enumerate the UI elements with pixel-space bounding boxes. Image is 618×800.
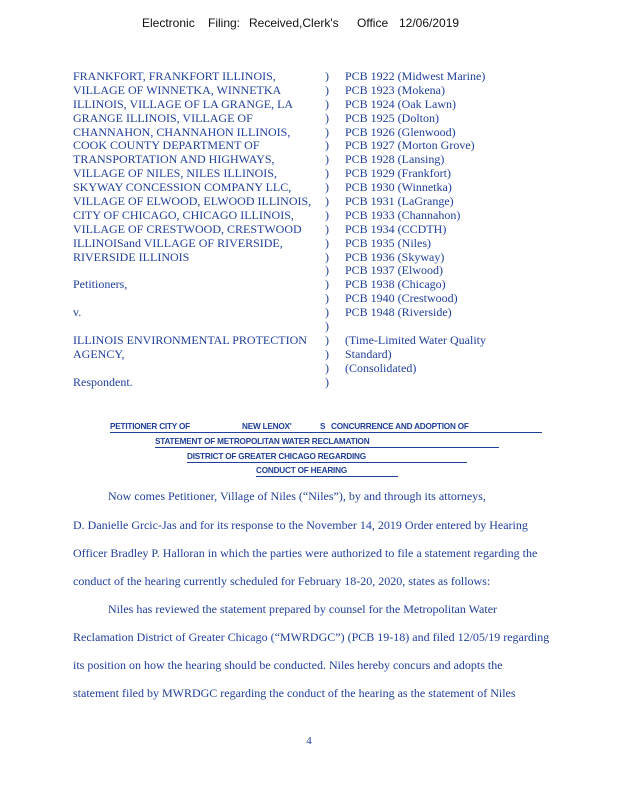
caption-party-text: ILLINOIS ENVIRONMENTAL PROTECTION: [73, 333, 307, 347]
title-underline-4: [256, 476, 398, 477]
caption-row: [73, 126, 543, 140]
title-line4: CONDUCT OF HEARING: [256, 466, 348, 475]
caption-paren: ): [325, 319, 329, 334]
body-line: conduct of the hearing currently scheduled for February 18-20, 2020, states as follows:: [73, 574, 491, 588]
caption-party-text: GRANGE ILLINOIS, VILLAGE OF: [73, 111, 253, 125]
caption-case-number: PCB 1930 (Winnetka): [345, 180, 452, 195]
caption-case-number: PCB 1923 (Mokena): [345, 82, 445, 97]
caption-row: [73, 362, 543, 376]
caption-case-number: PCB 1940 (Crestwood): [345, 291, 458, 306]
title-underline-3: [187, 462, 467, 463]
body-line: Niles has reviewed the statement prepared by counsel for the Metropolitan Water: [108, 602, 498, 616]
caption-row: [73, 278, 543, 292]
caption-case-number: PCB 1929 (Frankfort): [345, 166, 451, 181]
header-date: 12/06/2019: [399, 16, 460, 30]
caption-party-text: ILLINOIS, VILLAGE OF LA GRANGE, LA: [73, 97, 294, 111]
caption-paren: ): [325, 138, 329, 153]
caption-row: [73, 348, 543, 362]
caption-paren: ): [325, 180, 329, 195]
caption-case-number: (Consolidated): [345, 360, 417, 375]
header-filing: Filing:: [208, 16, 241, 30]
caption-case-number: PCB 1936 (Skyway): [345, 249, 445, 264]
caption-paren: ): [325, 332, 329, 347]
caption-case-number: PCB 1933 (Channahon): [345, 207, 461, 222]
caption-row: [73, 112, 543, 126]
caption-paren: ): [325, 96, 329, 111]
caption-case-number: PCB 1935 (Niles): [345, 235, 432, 250]
body-line: Reclamation District of Greater Chicago (“MWRDGC”) (PCB 19-18) and filed 12/05/19 regarding: [73, 630, 550, 644]
caption-paren: ): [325, 207, 329, 222]
title-line1-c: S: [320, 422, 326, 431]
caption-paren: ): [325, 263, 329, 278]
caption-paren: ): [325, 82, 329, 97]
caption-row: [73, 223, 543, 237]
caption-party-text: SKYWAY CONCESSION COMPANY LLC,: [73, 181, 292, 195]
header-electronic: Electronic: [142, 16, 195, 30]
caption-party-text: RIVERSIDE ILLINOIS: [73, 250, 190, 264]
caption-row: [73, 264, 543, 278]
caption-case-number: PCB 1937 (Elwood): [345, 263, 444, 278]
caption-row: [73, 376, 543, 390]
caption-case-number: PCB 1934 (CCDTH): [345, 221, 447, 236]
title-line1-d: CONCURRENCE AND ADOPTION OF: [331, 422, 469, 431]
caption-row: [73, 98, 543, 112]
caption-party-text: CHANNAHON, CHANNAHON ILLINOIS,: [73, 125, 291, 139]
body-line: statement filed by MWRDGC regarding the conduct of the hearing as the statement of Niles: [73, 686, 516, 700]
caption-row: [73, 306, 543, 320]
header-received: Received,Clerk's: [249, 16, 339, 30]
caption-paren: ): [325, 277, 329, 292]
caption-row: [73, 84, 543, 98]
caption-party-text: Petitioners,: [73, 278, 128, 292]
caption-row: [73, 139, 543, 153]
body-line: its position on how the hearing should be conducted. Niles hereby concurs and adopts the: [73, 658, 503, 672]
caption-paren: ): [325, 152, 329, 167]
caption-case-number: PCB 1925 (Dolton): [345, 110, 440, 125]
title-line3: DISTRICT OF GREATER CHICAGO REGARDING: [187, 452, 366, 461]
caption-paren: ): [325, 69, 329, 83]
caption-paren: ): [325, 221, 329, 236]
title-underline-2: [155, 447, 499, 448]
caption-party-text: AGENCY,: [73, 347, 125, 361]
caption-paren: ): [325, 124, 329, 139]
caption-case-number: PCB 1928 (Lansing): [345, 152, 445, 167]
caption-party-text: ILLINOISand VILLAGE OF RIVERSIDE,: [73, 236, 283, 250]
body-line: D. Danielle Grcic-Jas and for its response to the November 14, 2019 Order entered by Hearing: [73, 518, 528, 532]
caption-row: [73, 320, 543, 334]
caption-case-number: PCB 1938 (Chicago): [345, 277, 446, 292]
caption-case-number: PCB 1931 (LaGrange): [345, 194, 454, 209]
caption-row: [73, 167, 543, 181]
caption-row: [73, 237, 543, 251]
caption-case-number: Standard): [345, 346, 392, 361]
caption-case-number: PCB 1927 (Morton Grove): [345, 138, 475, 153]
caption-paren: ): [325, 291, 329, 306]
caption-paren: ): [325, 194, 329, 209]
caption-row: [73, 251, 543, 265]
caption-paren: ): [325, 346, 329, 361]
caption-row: [73, 70, 543, 84]
caption-row: [73, 181, 543, 195]
header-office: Office: [357, 16, 389, 30]
caption-case-number: PCB 1948 (Riverside): [345, 305, 452, 320]
caption-case-number: PCB 1926 (Glenwood): [345, 124, 456, 139]
caption-party-text: Respondent.: [73, 375, 133, 389]
caption-paren: ): [325, 374, 329, 389]
caption-party-text: VILLAGE OF NILES, NILES ILLINOIS,: [73, 167, 277, 181]
caption-party-text: FRANKFORT, FRANKFORT ILLINOIS,: [73, 70, 276, 83]
caption-paren: ): [325, 305, 329, 320]
body-line: Now comes Petitioner, Village of Niles (“Niles”), by and through its attorneys,: [108, 489, 486, 503]
caption-party-text: VILLAGE OF ELWOOD, ELWOOD ILLINOIS,: [73, 195, 312, 209]
caption-row: [73, 292, 543, 306]
body-line: Officer Bradley P. Halloran in which the parties were authorized to file a statement regarding the: [73, 546, 538, 560]
caption-row: [73, 195, 543, 209]
caption-party-text: VILLAGE OF CRESTWOOD, CRESTWOOD: [73, 222, 302, 236]
title-line1-a: PETITIONER CITY OF: [110, 422, 190, 431]
caption-party-text: TRANSPORTATION AND HIGHWAYS,: [73, 153, 275, 167]
title-line1-b: NEW LENOX': [242, 422, 292, 431]
caption-paren: ): [325, 360, 329, 375]
caption-case-number: PCB 1924 (Oak Lawn): [345, 96, 456, 111]
caption-paren: ): [325, 235, 329, 250]
caption-row: [73, 334, 543, 348]
caption-row: [73, 209, 543, 223]
caption-paren: ): [325, 166, 329, 181]
caption-party-text: v.: [73, 306, 82, 320]
title-underline-1: [110, 432, 542, 433]
caption-case-number: (Time-Limited Water Quality: [345, 332, 487, 347]
title-line2: STATEMENT OF METROPOLITAN WATER RECLAMATION: [155, 437, 370, 446]
caption-party-text: VILLAGE OF WINNETKA, WINNETKA: [73, 83, 282, 97]
caption-row: [73, 153, 543, 167]
caption-paren: ): [325, 249, 329, 264]
case-caption: [73, 70, 543, 389]
caption-party-text: COOK COUNTY DEPARTMENT OF: [73, 139, 260, 153]
caption-party-text: CITY OF CHICAGO, CHICAGO ILLINOIS,: [73, 208, 294, 222]
page-number: 4: [306, 735, 312, 747]
caption-paren: ): [325, 110, 329, 125]
caption-case-number: PCB 1922 (Midwest Marine): [345, 69, 486, 83]
